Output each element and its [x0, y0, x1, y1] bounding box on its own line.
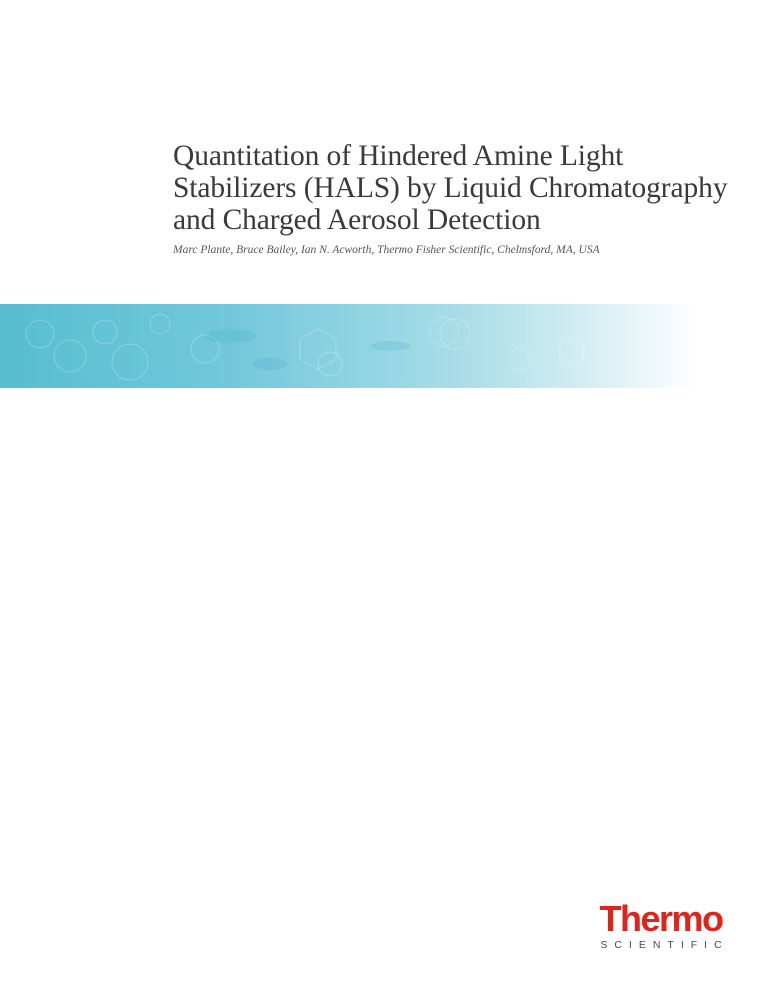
- banner-molecular-image: [0, 304, 772, 388]
- author-line: Marc Plante, Bruce Bailey, Ian N. Acworth, Thermo Fisher Scientific, Chelmsford, MA, USA: [173, 244, 600, 256]
- thermo-scientific-logo: [593, 898, 729, 952]
- logo-wordmark: Thermo: [599, 898, 723, 939]
- decorative-banner: [0, 304, 772, 388]
- document-title: Quantitation of Hindered Amine Light Stabilizers (HALS) by Liquid Chromatography and Charged Aerosol Detection: [173, 140, 728, 236]
- logo-subtitle: SCIENTIFIC: [600, 939, 729, 951]
